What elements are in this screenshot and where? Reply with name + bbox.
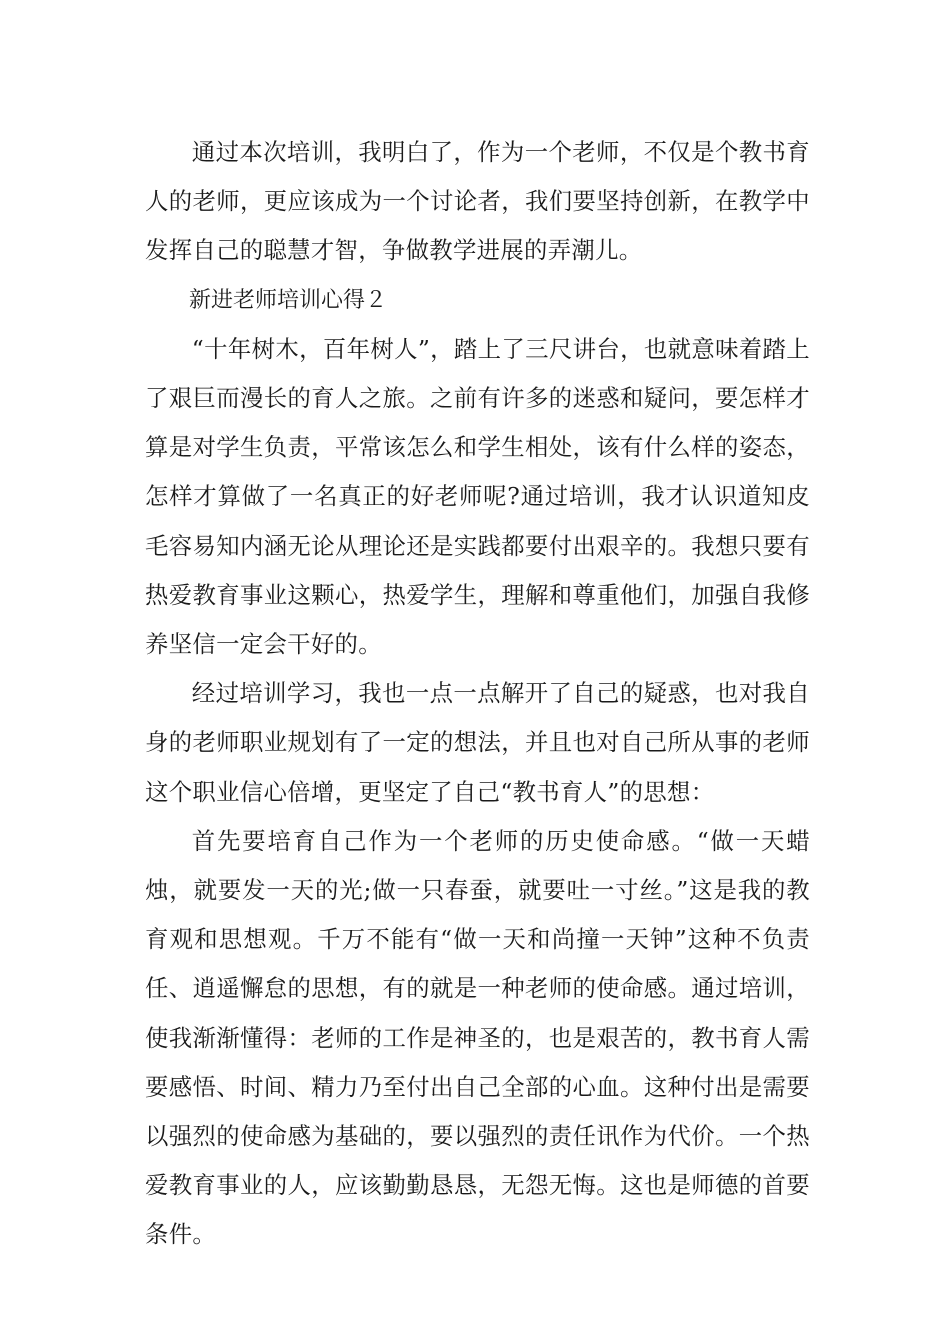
paragraph-training-insight: 通过本次培训，我明白了，作为一个老师，不仅是个教书育人的老师，更应该成为一个讨论者，我们要坚持创新，在教学中发挥自己的聪慧才智，争做教学进展的弄潮儿。 [145, 138, 810, 265]
document-body [145, 128, 810, 1260]
section-heading: 新进老师培训心得２ [189, 287, 388, 313]
paragraph-career-planning: 经过培训学习，我也一点一点解开了自己的疑惑，也对我自身的老师职业规划有了一定的想法，并且也对自己所从事的老师这个职业信心倍增，更坚定了自己“教书育人”的思想： [145, 679, 810, 806]
paragraph-mission-sense: 首先要培育自己作为一个老师的历史使命感。“做一天蜡烛，就要发一天的光;做一只春蚕，就要吐一寸丝。”这是我的教育观和思想观。千万不能有“做一天和尚撞一天钟”这种不负责任、逍遥懈怠的思想，有的就是一种老师的使命感。通过培训，使我渐渐懂得：老师的工作是神圣的，也是艰苦的，教书育人需要感悟、时间、精力乃至付出自己全部的心血。这种付出是需要以强烈的使命感为基础的，要以强烈的责任讯作为代价。一个热爱教育事业的人，应该勤勤恳恳，无怨无悔。这也是师德的首要条件。 [145, 826, 810, 1249]
paragraph-teaching-journey: “十年树木，百年树人”，踏上了三尺讲台，也就意味着踏上了艰巨而漫长的育人之旅。之前有许多的迷惑和疑问，要怎样才算是对学生负责，平常该怎么和学生相处，该有什么样的姿态，怎样才算做了一名真正的好老师呢?通过培训，我才认识道知皮毛容易知内涵无论从理论还是实践都要付出艰辛的。我想只要有热爱教育事业这颗心，热爱学生，理解和尊重他们，加强自我修养坚信一定会干好的。 [145, 334, 810, 659]
